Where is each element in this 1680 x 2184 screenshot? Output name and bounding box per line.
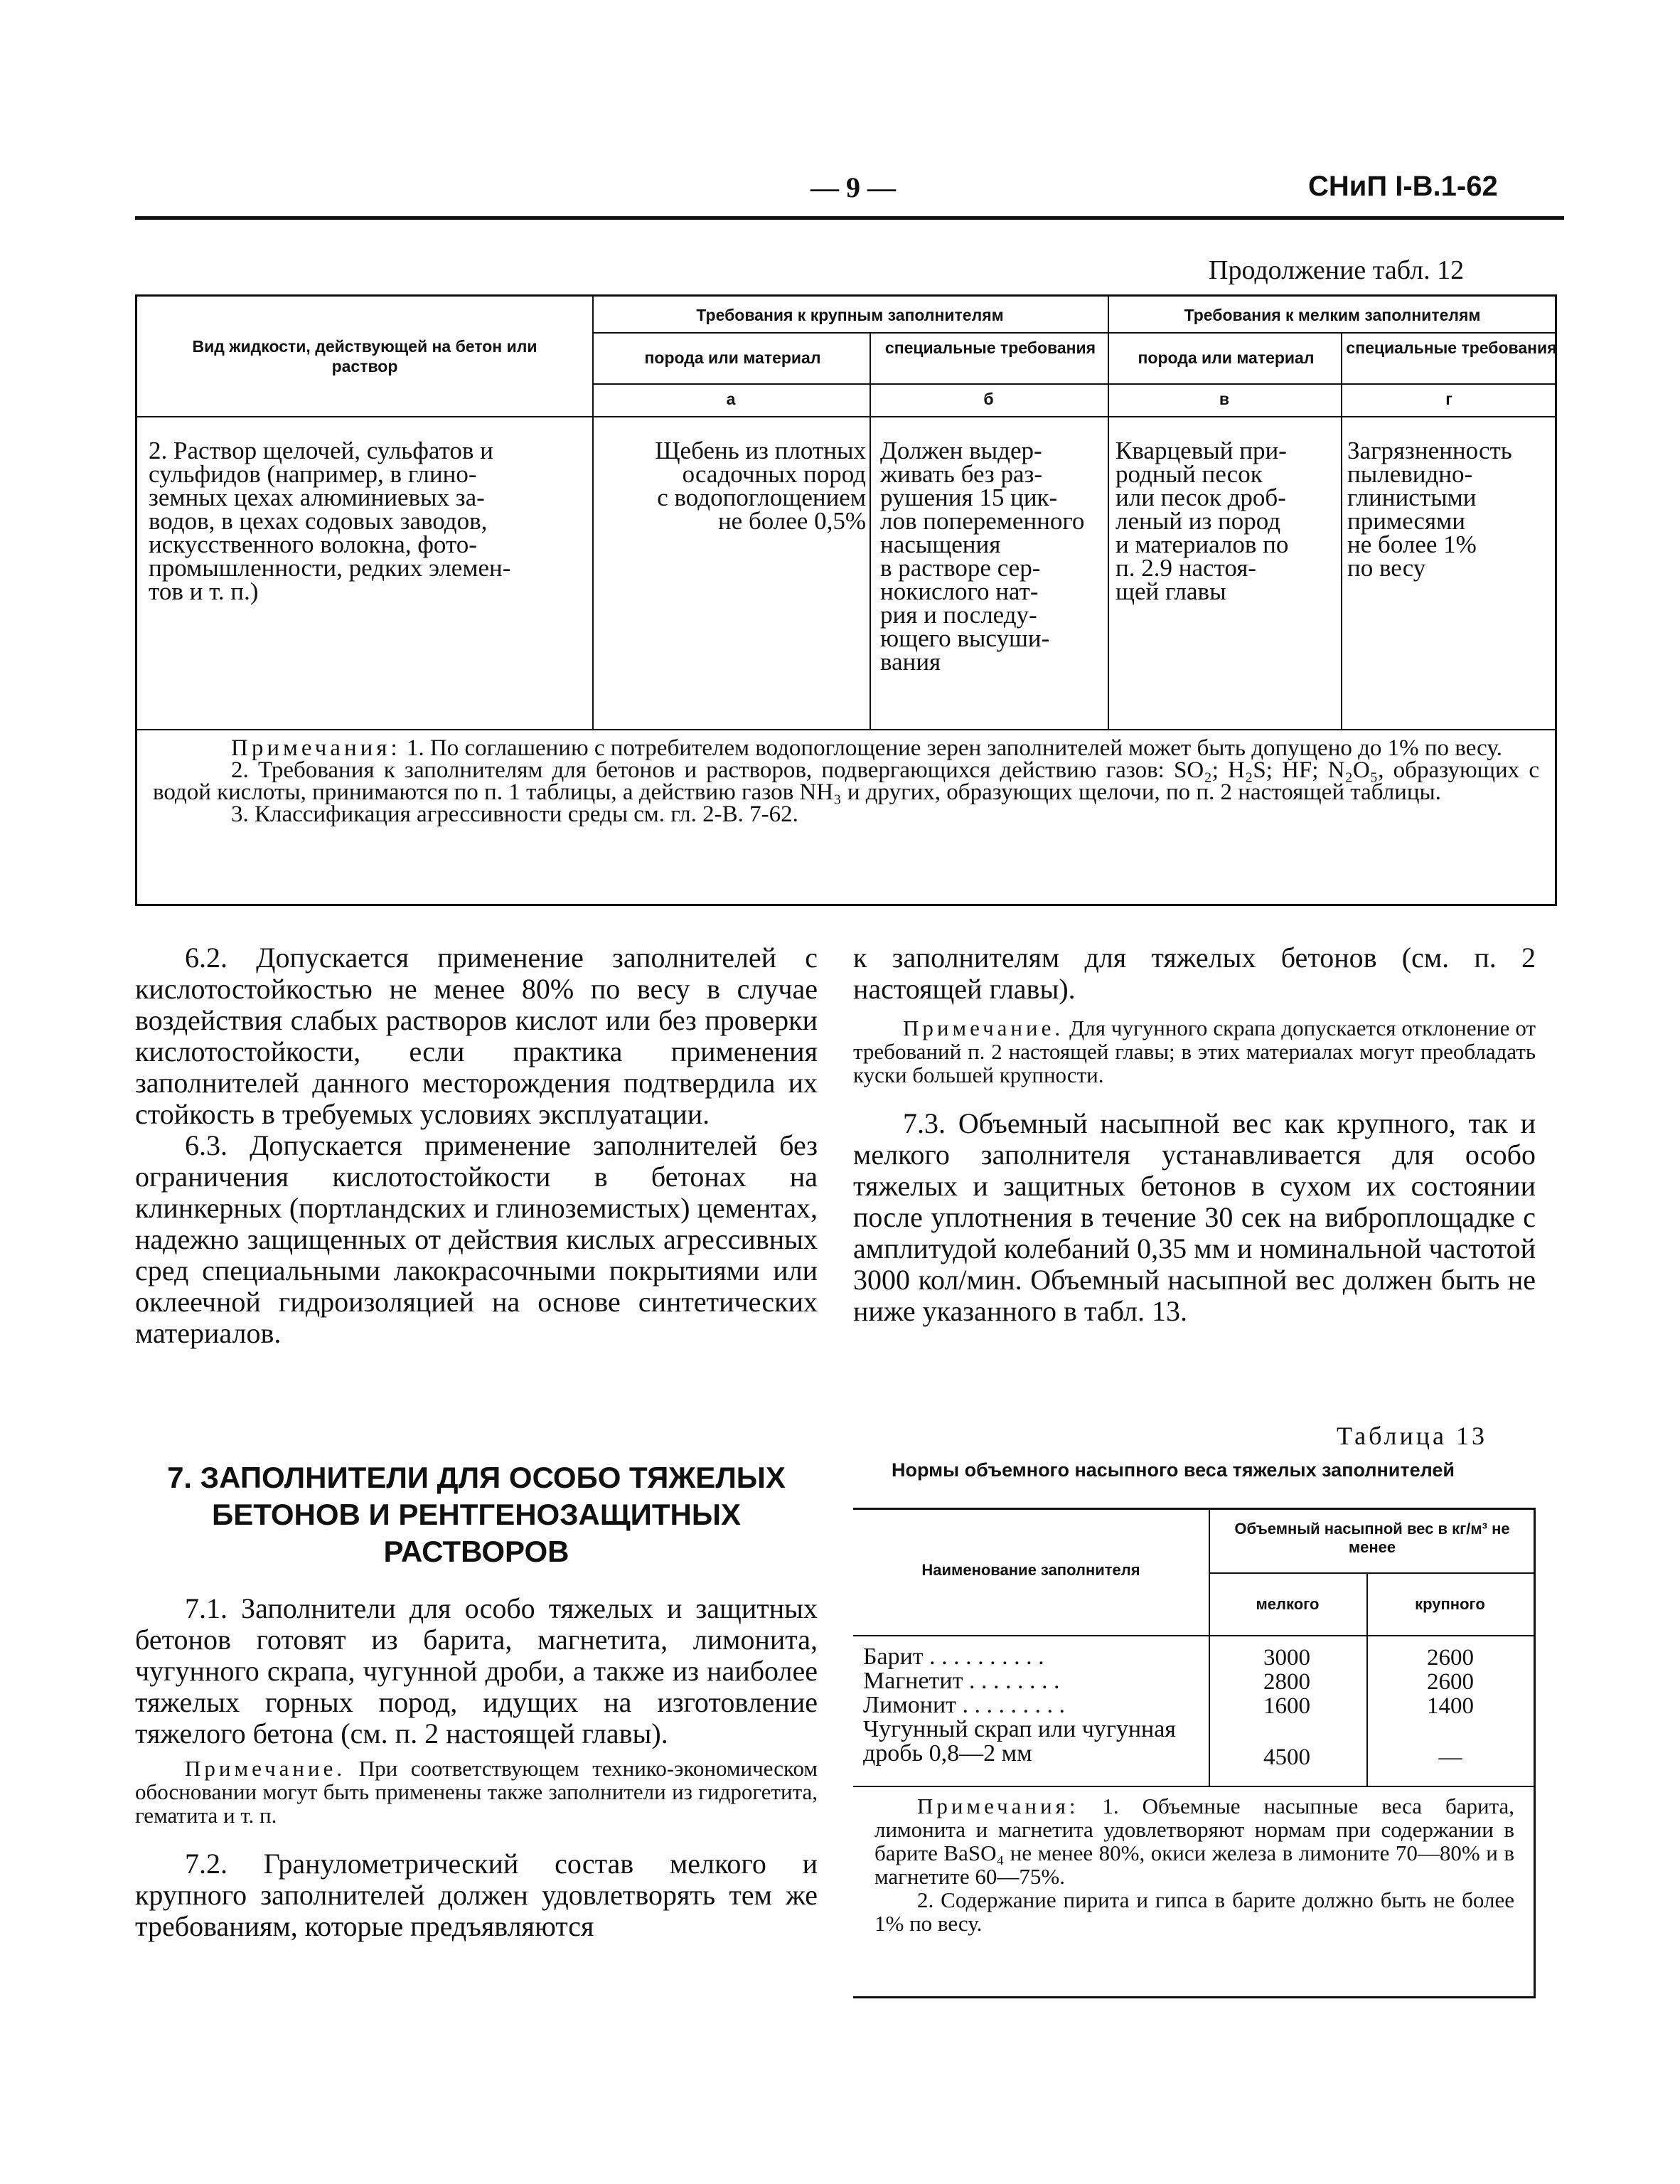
page-number: — 9 —: [810, 171, 896, 203]
header-fine: мелкого: [1256, 1595, 1320, 1613]
table-row-magnetite-coarse: 2600: [1427, 1669, 1474, 1695]
table-row-iron-scrap-coarse: —: [1438, 1744, 1462, 1770]
table-13-notes: [874, 1794, 1514, 1935]
notes-label: Примечания:: [917, 1794, 1079, 1818]
table-13: [853, 1508, 1536, 1998]
paragraph-6-3: 6.3. Допускается применение заполнителей без ограничения кислотостойкости в бетонах на клинкерных (портландских и глиноземистых) цементах, надежно защищенных от действия кислых агрессивных сред специальными лакокрасочными покрытиями или оклеечной гидроизоляцией на основе синтетических материалов.: [135, 1129, 818, 1349]
table-row-limonite-name: Лимонит . . . . . . . . .: [863, 1692, 1066, 1718]
table-rule: [1108, 297, 1109, 730]
header-fine-rock: порода или материал: [1138, 348, 1315, 367]
row2-liquid: 2. Раствор щелочей, сульфатов и сульфидов (например, в глино- земных цехах алюминиевых за- водов, в цехах содовых заводов, искусственного волокна, фото- промышленности, редких элемен- тов и т. п.): [149, 437, 511, 605]
table-rule: [853, 1786, 1534, 1787]
note-7-2-label: Примечание.: [903, 1016, 1064, 1040]
document-id: СНиП I-В.1-62: [1308, 171, 1498, 202]
header-coarse: крупного: [1415, 1595, 1485, 1613]
header-fine-special: специальные требования: [1346, 339, 1557, 357]
note-7-1-label: Примечание.: [185, 1756, 346, 1781]
row2-coarse-special: Должен выдер- живать без раз- рушения 15 цик- лов попеременного насыщения в растворе сер- нокислого нат- рия и последу- ющего высуши- вания: [880, 437, 1085, 676]
header-rule: [135, 216, 1564, 220]
row2-fine-rock: Кварцевый при- родный песок или песок дроб- леный из пород и материалов по п. 2.9 настоя- щей главы: [1115, 437, 1289, 605]
table-12: [135, 294, 1557, 906]
note-1: 1. Объемные насыпные веса барита, лимонита и магнетита удовлетворяют нормам при содержании в барите BaSO₄ не менее 80%, окиси железа в лимоните 70—80% и в магнетите 60—75%.: [874, 1794, 1514, 1889]
table-row-magnetite-fine: 2800: [1263, 1669, 1310, 1695]
notes-label: Примечания:: [231, 735, 401, 761]
table-row-barite-fine: 3000: [1263, 1645, 1310, 1671]
note-3: 3. Классификация агрессивности среды см. гл. 2-В. 7-62.: [231, 801, 798, 827]
table-row-magnetite-name: Магнетит . . . . . . . .: [863, 1668, 1060, 1694]
table-row-barite-name: Барит . . . . . . . . . .: [863, 1644, 1044, 1670]
paragraph-7-3: 7.3. Объемный насыпной вес как крупного, так и мелкого заполнителя устанавливается для особо тяжелых и защитных бетонов в сухом их состоянии после уплотнения в течение 30 сек на виброплощадке с амплитудой колебаний 0,35 мм и номинальной частотой 3000 кол/мин. Объемный насыпной вес должен быть не ниже указанного в табл. 13.: [853, 1107, 1536, 1327]
section-heading-7: 7. ЗАПОЛНИТЕЛИ ДЛЯ ОСОБО ТЯЖЕЛЫХ БЕТОНОВ И РЕНТГЕНОЗАЩИТНЫХ РАСТВОРОВ: [167, 1461, 786, 1568]
table-row-limonite-coarse: 1400: [1427, 1693, 1474, 1719]
note-1: 1. По соглашению с потребителем водопоглощение зерен заполнителей может быть допущено до 1% по весу.: [406, 735, 1502, 761]
note-7-2: Для чугунного скрапа допускается отклонение от требований п. 2 настоящей главы; в этих материалах могут преобладать куски большей крупности.: [853, 1016, 1536, 1087]
column-letter-b: б: [983, 390, 994, 408]
table-row-iron-scrap-name: Чугунный скрап или чугунная дробь 0,8—2 мм: [863, 1716, 1176, 1767]
paragraph-6-2: 6.2. Допускается применение заполнителей с кислотостойкостью не менее 80% по весу в случае воздействия слабых растворов кислот или без проверки кислотостойкости, если практика применения заполнителей данного месторождения подтвердила их стойкость в требуемых условиях эксплуатации.: [135, 942, 818, 1130]
left-column-top: [135, 942, 818, 1349]
paragraph-7-2-continued: к заполнителям для тяжелых бетонов (см. п. 2 настоящей главы).: [853, 942, 1536, 1005]
table-rule: [137, 729, 1557, 730]
table-12-notes: [153, 737, 1539, 826]
table-row-barite-coarse: 2600: [1427, 1645, 1474, 1671]
note-2: 2. Требования к заполнителям для бетонов и растворов, подвергающихся действию газов: SO₂; H₂S; HF; N₂O₅, образующих с водой кислоты, принимаются по п. 1 таблицы, а действию газов NH₃ и других, образующих щелочи, по п. 2 настоящей таблицы.: [153, 757, 1539, 805]
note-2: 2. Содержание пирита и гипса в барите должно быть не более 1% по весу.: [874, 1887, 1514, 1936]
row2-fine-special: Загрязненность пылевидно- глинистыми примесями не более 1% по весу: [1347, 437, 1512, 582]
header-coarse-special: специальные требования: [884, 339, 1096, 357]
column-letter-g: г: [1445, 390, 1452, 408]
header-bulk-density: Объемный насыпной вес в кг/м³ не менее: [1234, 1520, 1510, 1556]
header-fine-group: Требования к мелким заполнителям: [1184, 306, 1481, 324]
table-rule: [137, 416, 1557, 417]
table-rule: [1209, 1572, 1534, 1574]
note-7-1: При соответствующем технико-экономическом обосновании могут быть применены также заполнители из гидрогетита, гематита и т. п.: [135, 1756, 818, 1828]
table-continuation-label: Продолжение табл. 12: [1209, 255, 1465, 285]
header-coarse-rock: порода или материал: [644, 348, 821, 367]
table-rule: [1209, 1510, 1210, 1786]
header-liquid-type: Вид жидкости, действующей на бетон или раствор: [192, 337, 537, 375]
table-13-caption: Таблица 13: [1337, 1422, 1487, 1450]
column-letter-v: в: [1219, 390, 1230, 408]
table-rule: [592, 383, 1557, 385]
table-rule: [853, 1635, 1534, 1636]
paragraph-7-2: 7.2. Гранулометрический состав мелкого и крупного заполнителей должен удовлетворять тем же требованиям, которые предъявляются: [135, 1848, 818, 1942]
row2-coarse-rock: Щебень из плотных осадочных пород с водопоглощением не более 0,5%: [655, 437, 866, 535]
left-column-bottom: [135, 1593, 818, 1942]
right-column: [853, 942, 1536, 1327]
paragraph-7-1: 7.1. Заполнители для особо тяжелых и защитных бетонов готовят из барита, магнетита, лимонита, чугунного скрапа, чугунной дроби, а также из наиболее тяжелых горных пород, идущих на изготовление тяжелого бетона (см. п. 2 настоящей главы).: [135, 1592, 818, 1749]
header-coarse-group: Требования к крупным заполнителям: [696, 306, 1004, 324]
table-row-limonite-fine: 1600: [1263, 1693, 1310, 1719]
table-rule: [592, 297, 594, 730]
table-rule: [592, 332, 1557, 334]
table-13-title: Нормы объемного насыпного веса тяжелых заполнителей: [891, 1459, 1455, 1481]
header-aggregate-name: Наименование заполнителя: [921, 1561, 1140, 1579]
column-letter-a: а: [726, 390, 736, 408]
table-row-iron-scrap-fine: 4500: [1263, 1744, 1310, 1770]
